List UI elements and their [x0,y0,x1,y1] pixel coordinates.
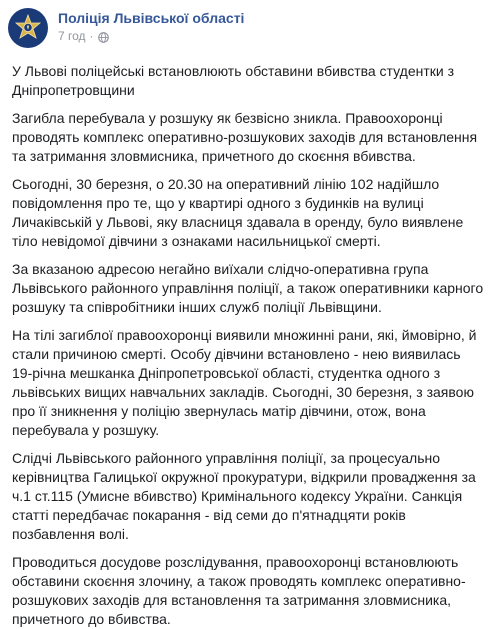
meta-separator: · [89,29,94,43]
post-paragraph: Загибла перебувала у розшуку як безвісно зникла. Правоохоронці проводять комплекс оперативно-розшукових заходів для встановлення та затримання зловмисника, причетного до скоєння вбивства. [12,110,478,164]
globe-icon[interactable] [98,31,109,42]
post-subline [58,28,244,44]
page-avatar[interactable] [8,8,48,48]
post-timestamp[interactable]: 7 год [58,29,86,43]
post-meta [58,8,244,44]
page-name-link[interactable]: Поліція Львівської області [58,10,245,26]
post-header [0,8,496,52]
post-paragraph: Проводиться досудове розслідування, правоохоронці встановлюють обставини скоєння злочину, а також проводять комплекс оперативно-розшукових заходів для встановлення та затримання зловмисника, причетного до вбивства. [12,554,466,627]
police-badge-icon [13,13,43,43]
post-paragraph: За вказаною адресою негайно виїхали слідчо-оперативна група Львівського районного управління поліції, а також оперативники карного розшуку та співробітники інших служб поліції Львівщини. [12,261,484,315]
post-headline: У Львові поліцейські встановлюють обставини вбивства студентки з Дніпропетровщини [12,63,455,98]
post-paragraph: Слідчі Львівського районного управління поліції, за процесуально керівництва Галицької окружної прокуратури, відкрили провадження за ч.1 ст.115 (Умисне вбивство) Кримінального кодексу України. Санкція статті передбачає покарання - від семи до п'ятнадцяти років позбавлення волі. [12,450,476,542]
post-paragraph: На тілі загиблої правоохоронці виявили множинні рани, які, ймовірно, й стали причиною смерті. Особу дівчини встановлено - нею виявилась 19-річна мешканка Дніпропетровської області, студентка одного з львівських вищих навчальних закладів. Сьогодні, 30 березня, з заявою про її зникнення у поліцію звернулась матір дівчини, отож, вона перебувала у розшуку. [12,327,477,438]
post-paragraph: Сьогодні, 30 березня, о 20.30 на оперативний лінію 102 надійшло повідомлення про те, що у квартирі одного з будинків на вулиці Личаківській у Львові, яку власниця здавала в оренду, було виявлене тіло невідомої дівчини з ознаками насильницької смерті. [12,176,464,249]
post-body [0,52,496,629]
